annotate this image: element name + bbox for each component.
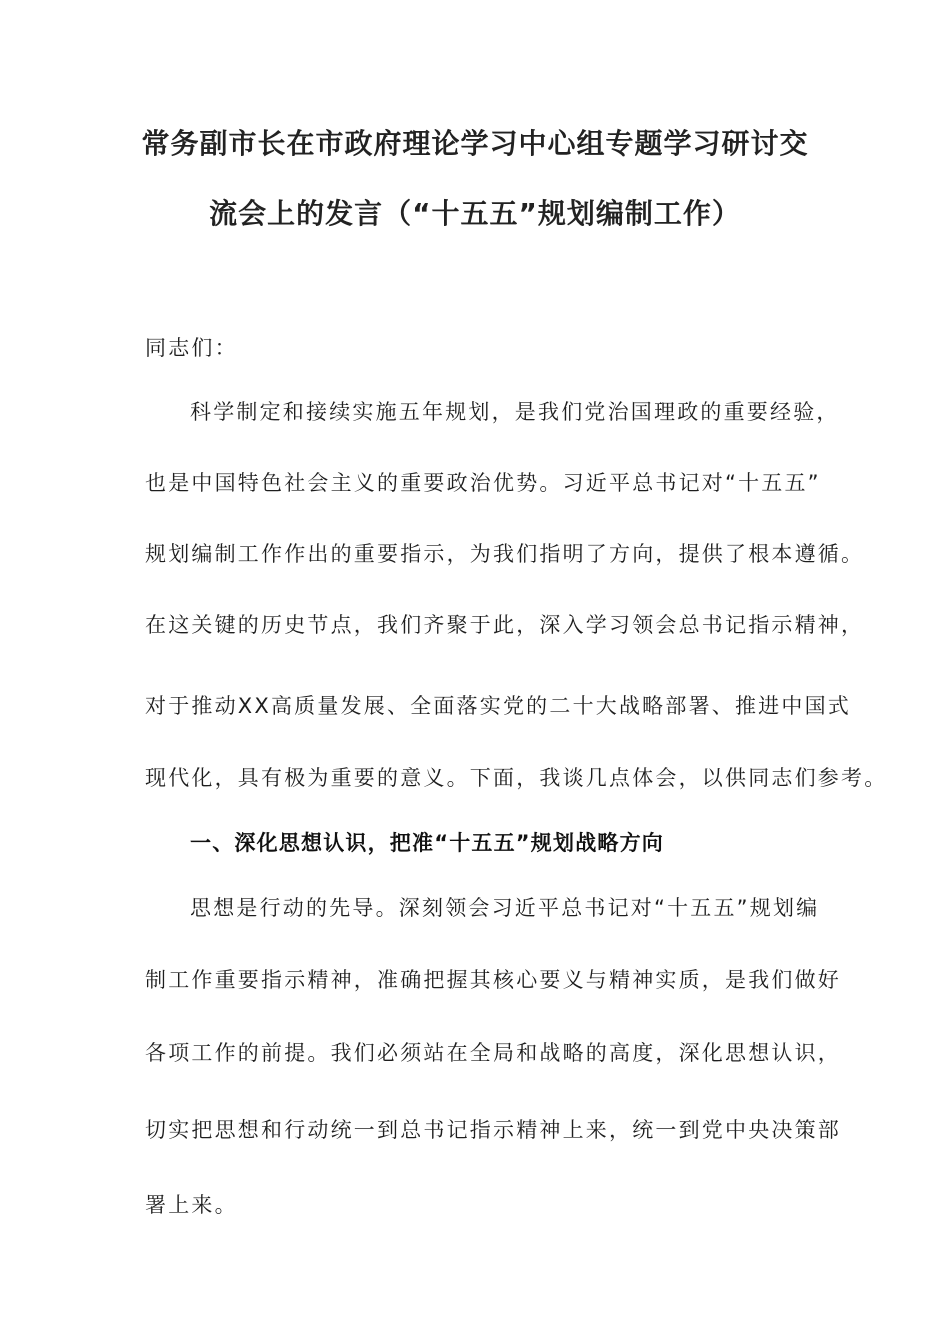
paragraph-1-line: 现代化，具有极为重要的意义。下面，我谈几点体会，以供同志们参考。 [145,766,888,790]
paragraph-2-line: 制工作重要指示精神，准确把握其核心要义与精神实质，是我们做好 [145,968,841,992]
section-1-heading: 一、深化思想认识，把准“十五五”规划战略方向 [190,831,665,855]
paragraph-2-line: 思想是行动的先导。深刻领会习近平总书记对“十五五”规划编 [190,896,820,920]
paragraph-1-line: 规划编制工作作出的重要指示，为我们指明了方向，提供了根本遵循。 [145,542,865,566]
paragraph-1-line: 也是中国特色社会主义的重要政治优势。习近平总书记对“十五五” [145,471,821,495]
paragraph-1-line: 科学制定和接续实施五年规划，是我们党治国理政的重要经验， [190,400,840,424]
paragraph-2-line: 各项工作的前提。我们必须站在全局和战略的高度，深化思想认识， [145,1041,841,1065]
salutation: 同志们： [145,336,238,360]
document-title-line-2: 流会上的发言（“十五五”规划编制工作） [209,197,741,230]
paragraph-1-line: 在这关键的历史节点，我们齐聚于此，深入学习领会总书记指示精神， [145,613,865,637]
paragraph-1-line: 对于推动XX高质量发展、全面落实党的二十大战略部署、推进中国式 [145,694,851,718]
paragraph-2-line: 署上来。 [145,1193,238,1217]
paragraph-2-line: 切实把思想和行动统一到总书记指示精神上来，统一到党中央决策部 [145,1118,841,1142]
document-title-line-1: 常务副市长在市政府理论学习中心组专题学习研讨交 [141,127,809,160]
